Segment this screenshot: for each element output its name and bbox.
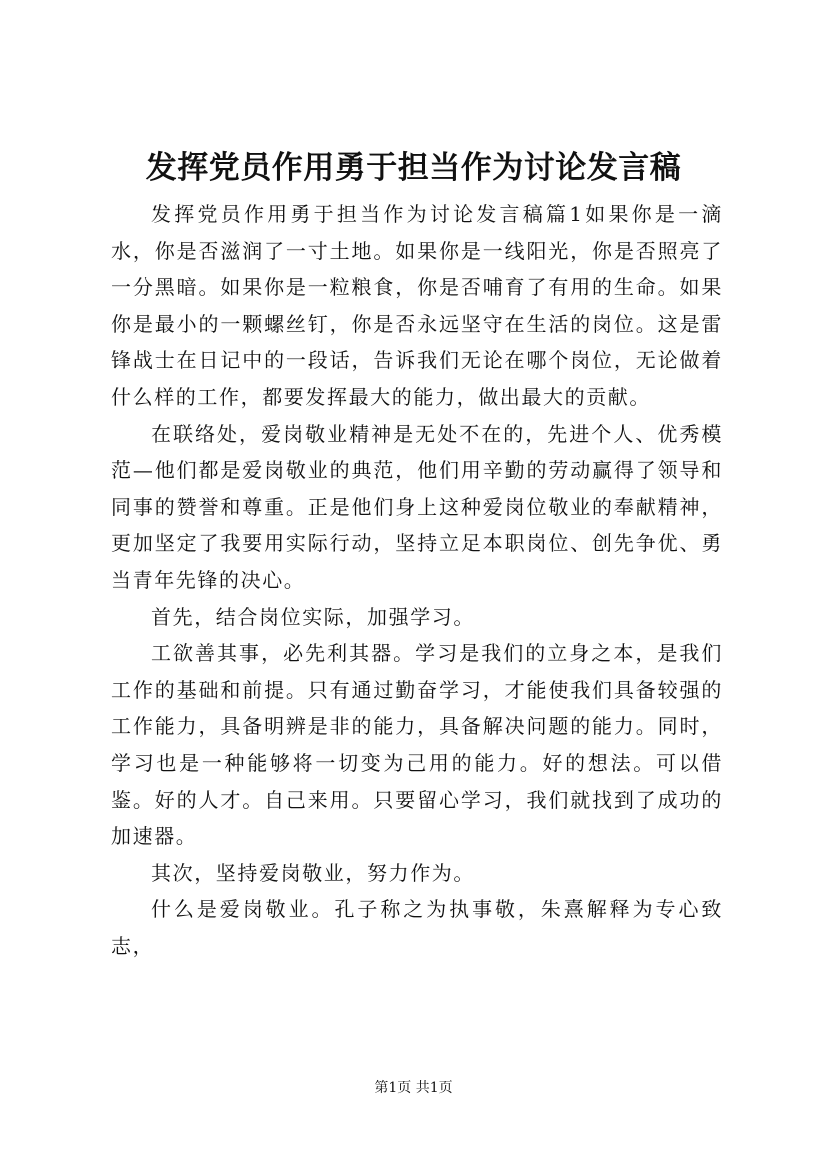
paragraph-3: 首先，结合岗位实际，加强学习。	[151, 604, 475, 629]
paragraph-1: 发挥党员作用勇于担当作为讨论发言稿篇1如果你是一滴水，你是否滋润了一寸土地。如果你是一线阳光，你是否照亮了一分黑暗。如果你是一粒粮食，你是否哺育了有用的生命。如果你是最小的一颗螺丝钉，你是否永远坚守在生活的岗位。这是雷锋战士在日记中的一段话，告诉我们无论在哪个岗位，无论做着什么样的工作，都要发挥最大的能力，做出最大的贡献。	[111, 202, 723, 409]
document-body	[111, 196, 723, 964]
paragraph-6: 什么是爱岗敬业。孔子称之为执事敬，朱熹解释为专心致志，	[111, 897, 723, 958]
paragraph-2: 在联络处，爱岗敬业精神是无处不在的，先进个人、优秀模范—他们都是爱岗敬业的典范，他们用辛勤的劳动赢得了领导和同事的赞誉和尊重。正是他们身上这种爱岗位敬业的奉献精神，更加坚定了我要用实际行动，坚持立足本职岗位、创先争优、勇当青年先锋的决心。	[111, 421, 723, 592]
paragraph-4: 工欲善其事，必先利其器。学习是我们的立身之本，是我们工作的基础和前提。只有通过勤奋学习，才能使我们具备较强的工作能力，具备明辨是非的能力，具备解决问题的能力。同时，学习也是一种能够将一切变为己用的能力。好的想法。可以借鉴。好的人才。自己来用。只要留心学习，我们就找到了成功的加速器。	[111, 641, 723, 849]
paragraph-5: 其次，坚持爱岗敬业，努力作为。	[151, 860, 475, 885]
document-title: 发挥党员作用勇于担当作为讨论发言稿	[145, 150, 682, 186]
page-footer: 第1页 共1页	[374, 1080, 453, 1096]
